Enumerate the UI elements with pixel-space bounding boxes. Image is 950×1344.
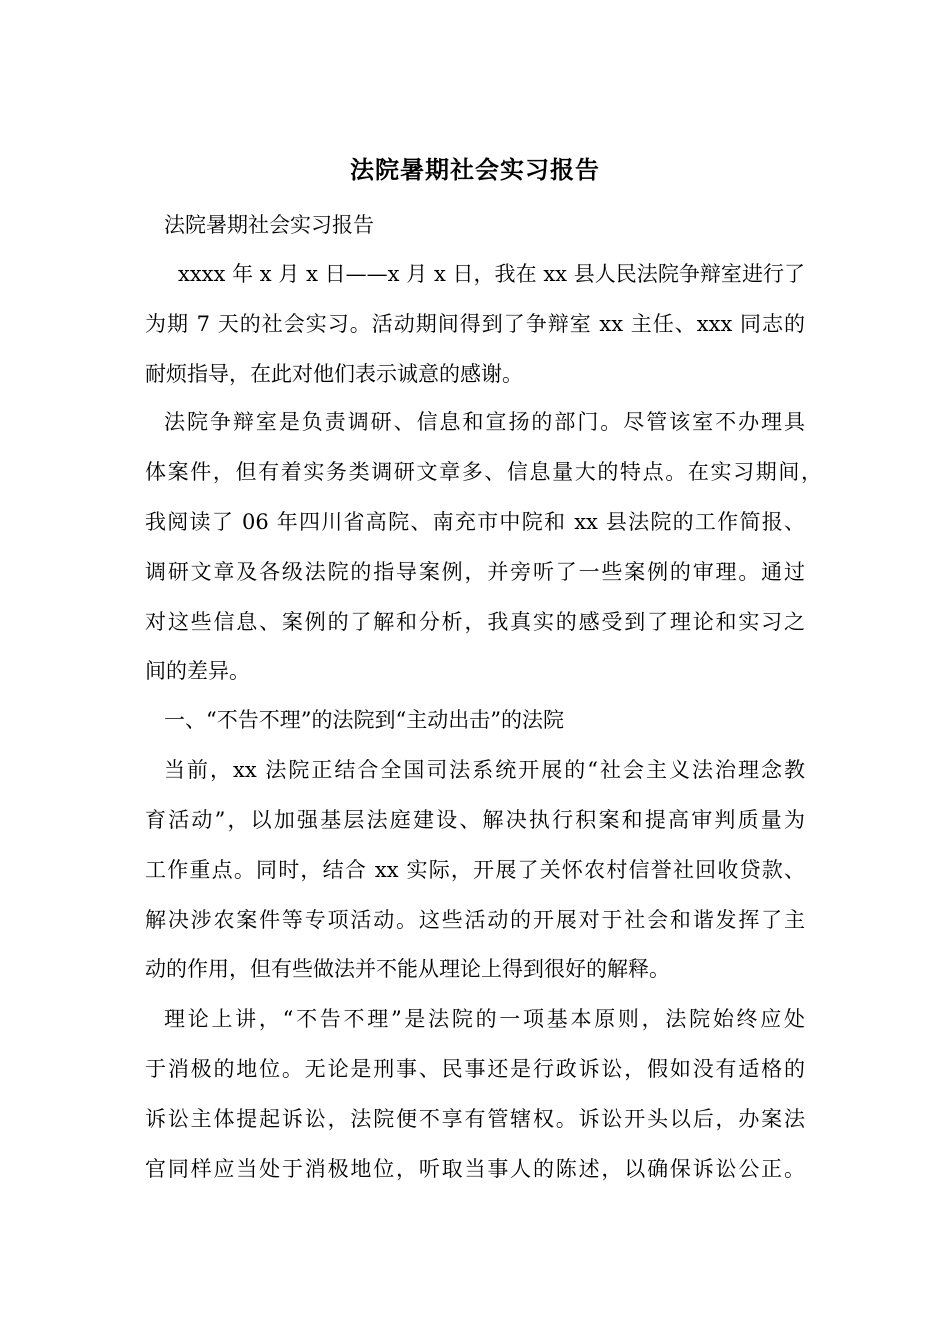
paragraph-line: 动的作用，但有些做法并不能从理论上得到很好的解释。 <box>145 957 670 981</box>
document-title: 法院暑期社会实习报告 <box>350 155 600 184</box>
paragraph-line: 理论上讲，“不告不理”是法院的一项基本原则，法院始终应处 <box>164 1007 805 1031</box>
paragraph-line: 当前，xx 法院正结合全国司法系统开展的“社会主义法治理念教 <box>164 758 805 782</box>
paragraph-line: 调研文章及各级法院的指导案例，并旁听了一些案例的审理。通过 <box>145 560 805 584</box>
paragraph-line: 体案件，但有着实务类调研文章多、信息量大的特点。在实习期间， <box>145 460 822 484</box>
document-subtitle: 法院暑期社会实习报告 <box>164 213 374 237</box>
paragraph-line: xxxx 年 x 月 x 日——x 月 x 日，我在 xx 县人民法院争辩室进行了 <box>178 262 805 286</box>
paragraph-line: 间的差异。 <box>145 659 250 683</box>
paragraph-line: 我阅读了 06 年四川省高院、南充市中院和 xx 县法院的工作简报、 <box>145 510 805 534</box>
paragraph-line: 育活动”，以加强基层法庭建设、解决执行积案和提高审判质量为 <box>145 808 805 832</box>
paragraph-line: 对这些信息、案例的了解和分析，我真实的感受到了理论和实习之 <box>145 610 805 634</box>
paragraph-line: 法院争辩室是负责调研、信息和宣扬的部门。尽管该室不办理具 <box>164 410 805 434</box>
paragraph-line: 官同样应当处于消极地位，听取当事人的陈述，以确保诉讼公正。 <box>145 1157 805 1181</box>
section-heading: 一、“不告不理”的法院到“主动出击”的法院 <box>164 708 564 732</box>
paragraph-line: 于消极的地位。无论是刑事、民事还是行政诉讼，假如没有适格的 <box>145 1057 805 1081</box>
paragraph-line: 诉讼主体提起诉讼，法院便不享有管辖权。诉讼开头以后，办案法 <box>145 1107 805 1131</box>
paragraph-line: 工作重点。同时，结合 xx 实际，开展了关怀农村信誉社回收贷款、 <box>145 858 805 882</box>
paragraph-line: 解决涉农案件等专项活动。这些活动的开展对于社会和谐发挥了主 <box>145 908 805 932</box>
paragraph-line: 耐烦指导，在此对他们表示诚意的感谢。 <box>145 362 523 386</box>
paragraph-line: 为期 7 天的社会实习。活动期间得到了争辩室 xx 主任、xxx 同志的 <box>145 312 805 336</box>
